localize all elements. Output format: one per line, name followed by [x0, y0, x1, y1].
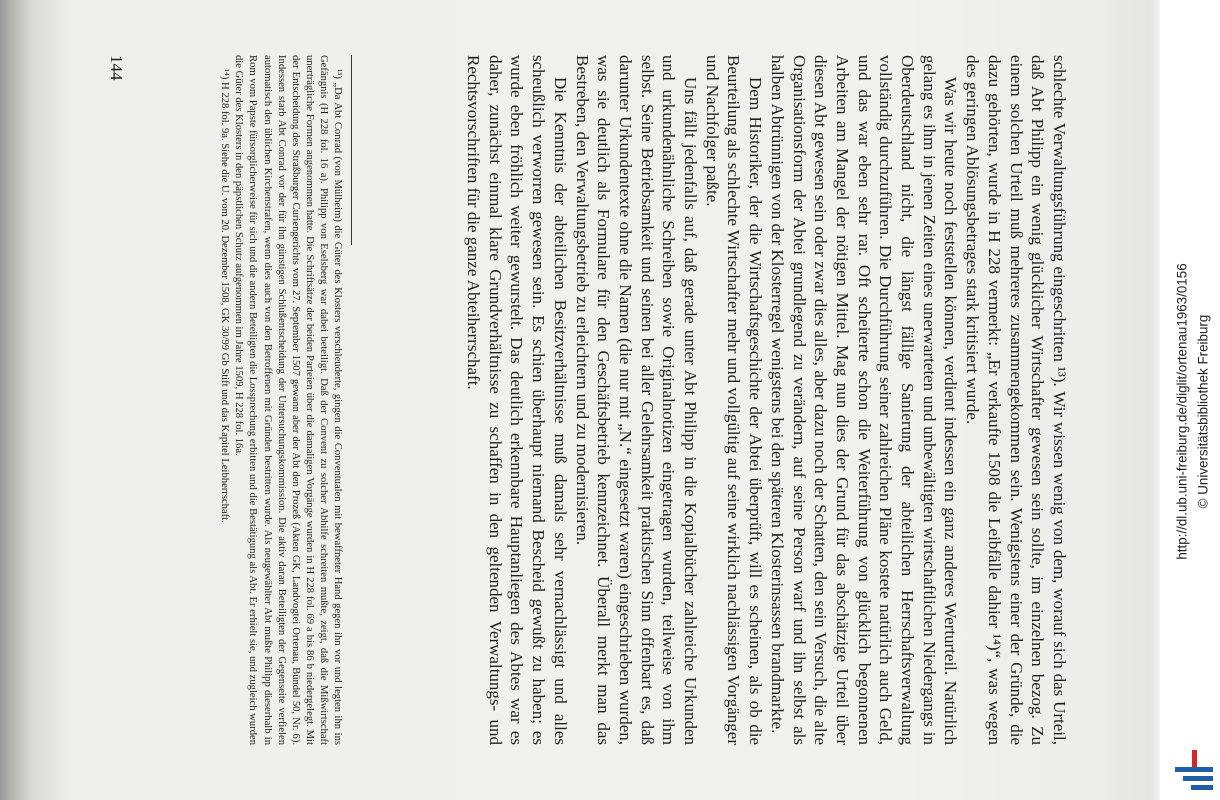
- paragraph-3: Dem Historiker, der die Wirtschaftsgeschichte der Abtei überprüft, will es scheinen, als ob die Beurteilung als schlechte Wirtschafter mehr und vollgültig auf seine wirklich nachlässigen Vorgänger und Nachfolger paßte.: [702, 55, 766, 745]
- body-text: [462, 55, 1070, 745]
- source-url-link[interactable]: http://dl.ub.uni-freiburg.de/diglit/ortenau1963/0156: [1174, 263, 1190, 560]
- paragraph-4: Uns fällt jedenfalls auf, daß gerade unter Abt Philipp in die Kopialbücher zahlreiche Urkunden und urkundenähnliche Schreiben sowie Originalnotizen eingetragen wurden, teilweise von ihm selbst. Seine Betriebsamkeit und seinen bei aller Gelehrsamkeit praktischen Sinn offenbart es, daß darunter Urkundentexte ohne die Namen (die nur mit „N.“ eingesetzt waren) eingeschrieben wurden, was sie deutlich als Formulare für den Geschäftsbetrieb kennzeichnet. Überall merkt man das Bestreben, den Verwaltungsbetrieb zu erleichtern und zu modernisieren.: [572, 55, 701, 745]
- page-number: 144: [107, 55, 126, 81]
- copyright-notice: © Universitätsbibliothek Freiburg: [1195, 314, 1211, 509]
- margin-strip: [1160, 0, 1220, 800]
- paragraph-5: Die Kenntnis der abteilichen Besitzverhältnisse muß damals sehr vernachlässigt und alles scheußlich verworren gewesen sein. Es schien überhaupt niemand Bescheid gewußt zu haben; es wurde eben fröhlich weiter gewurstelt. Das deutlich erkennbare Hauptanliegen des Abtes war es daher, zunächst einmal klare Grundverhältnisse zu schaffen in den geltenden Verwaltungs- und Rechtsvorschriften für die ganze Abteiherrschaft.: [464, 55, 570, 745]
- ub-freiburg-logo-icon: [1172, 748, 1216, 792]
- paragraph-1: schlechte Verwaltungsführung eingeschritten ¹³). Wir wissen wenig von dem, worauf sich das Urteil, daß Abt Philipp ein wenig glücklicher Wirtschafter gewesen sein sollte, im einzelnen bezog. Zu einem solchen Urteil muß mehreres zusammengekommen sein. Wenigstens einer der Gründe, die dazu gehörten, wurde in H 228 vermerkt: „Er verkaufte 1508 die Leibfälle dahier ¹⁴)“, was wegen des geringen Ablösungsbetrages stark kritisiert wurde.: [963, 55, 1069, 745]
- footnotes: [217, 55, 344, 745]
- paragraph-2: Was wir heute noch feststellen können, verdient indessen ein ganz anderes Werturteil. Natürlich gelang es ihm in jenen Zeiten eines unerwarteten und unbewältigten wirtschaftlichen Niedergangs in Oberdeutschland nicht, die längst fällige Sanierung der abteilichen Herrschaftsverwaltung vollständig durchzuführen. Die Durchführung seiner zahlreichen Pläne kostete natürlich auch Geld, und das war eben sehr rar. Oft scheiterte schon die Weiterführung von glücklich begonnenen Arbeiten am Mangel der nötigen Mittel. Mag nun dies der Grund für das abschätzige Urteil über diesen Abt gewesen sein oder zwar dies alles, aber dazu noch der Schatten, den sein Versuch, die alte Organisationsform der Abtei grundlegend zu verändern, auf seine Person warf und ihn selbst als halben Abtrünnigen von der Klosterregel wenigstens bei den späteren Klosterinsassen brandmarkte.: [767, 55, 961, 745]
- footnote-rule: [351, 55, 352, 245]
- rotated-page: [40, 0, 1100, 800]
- footnote-14: ¹⁴) H 228 fol. 9a. Siehe die U. vom 20. Dezember 1508, GK 30/99 Gb Stift und das Kapitel Leibherrschaft.: [219, 69, 231, 523]
- footnote-13: ¹³) „Da Abt Conrad (von Mülheim) die Güter des Klosters verschleuderte, gingen die Conventualen mit bewaffneter Hand gegen ihn vor und legten ihn ins Gefängnis (H 228 fol. 16 a). Philipp von Eselsberg war dabei beteiligt. Daß der Convent zu solcher Abhilfe schreiten mußte, zeigt, daß die Mißwirtschaft unerträgliche Formen angenommen hatte. Die Schriftsätze der beiden Parteien über die damaligen Vorgänge wurden in H 228 fol. 69 a bis 86 b niedergelegt. Mit der Entscheidung des Straßburger Curiengerichts vom 27. September 1507 gewann aber der Abt den Prozeß (Akten GK, Landvogtei Ortenau, Bündel 50, Nr. 6). Indessen starb Abt Conrad vor der für ihn günstigen Schlußentscheidung der Untersuchungskommission. Die aktiv daran Beteiligten der Gegenseite verfielen automatisch den üblichen Kirchenstrafen, wenn dies auch von den Betroffenen mit Gründen bestritten wurde. Als neugewählter Abt mußte Philipp dieserhalb in Rom vom Papste fürsorglicherweise für sich und die andern Beteiligten die Lossprechung erbitten und die Bestätigung als Abt. Er erhielt sie, und zugleich wurden die Güter des Klosters in den päpstlichen Schutz aufgenommen im Jahre 1509, H 228 fol. 16a.: [233, 55, 343, 745]
